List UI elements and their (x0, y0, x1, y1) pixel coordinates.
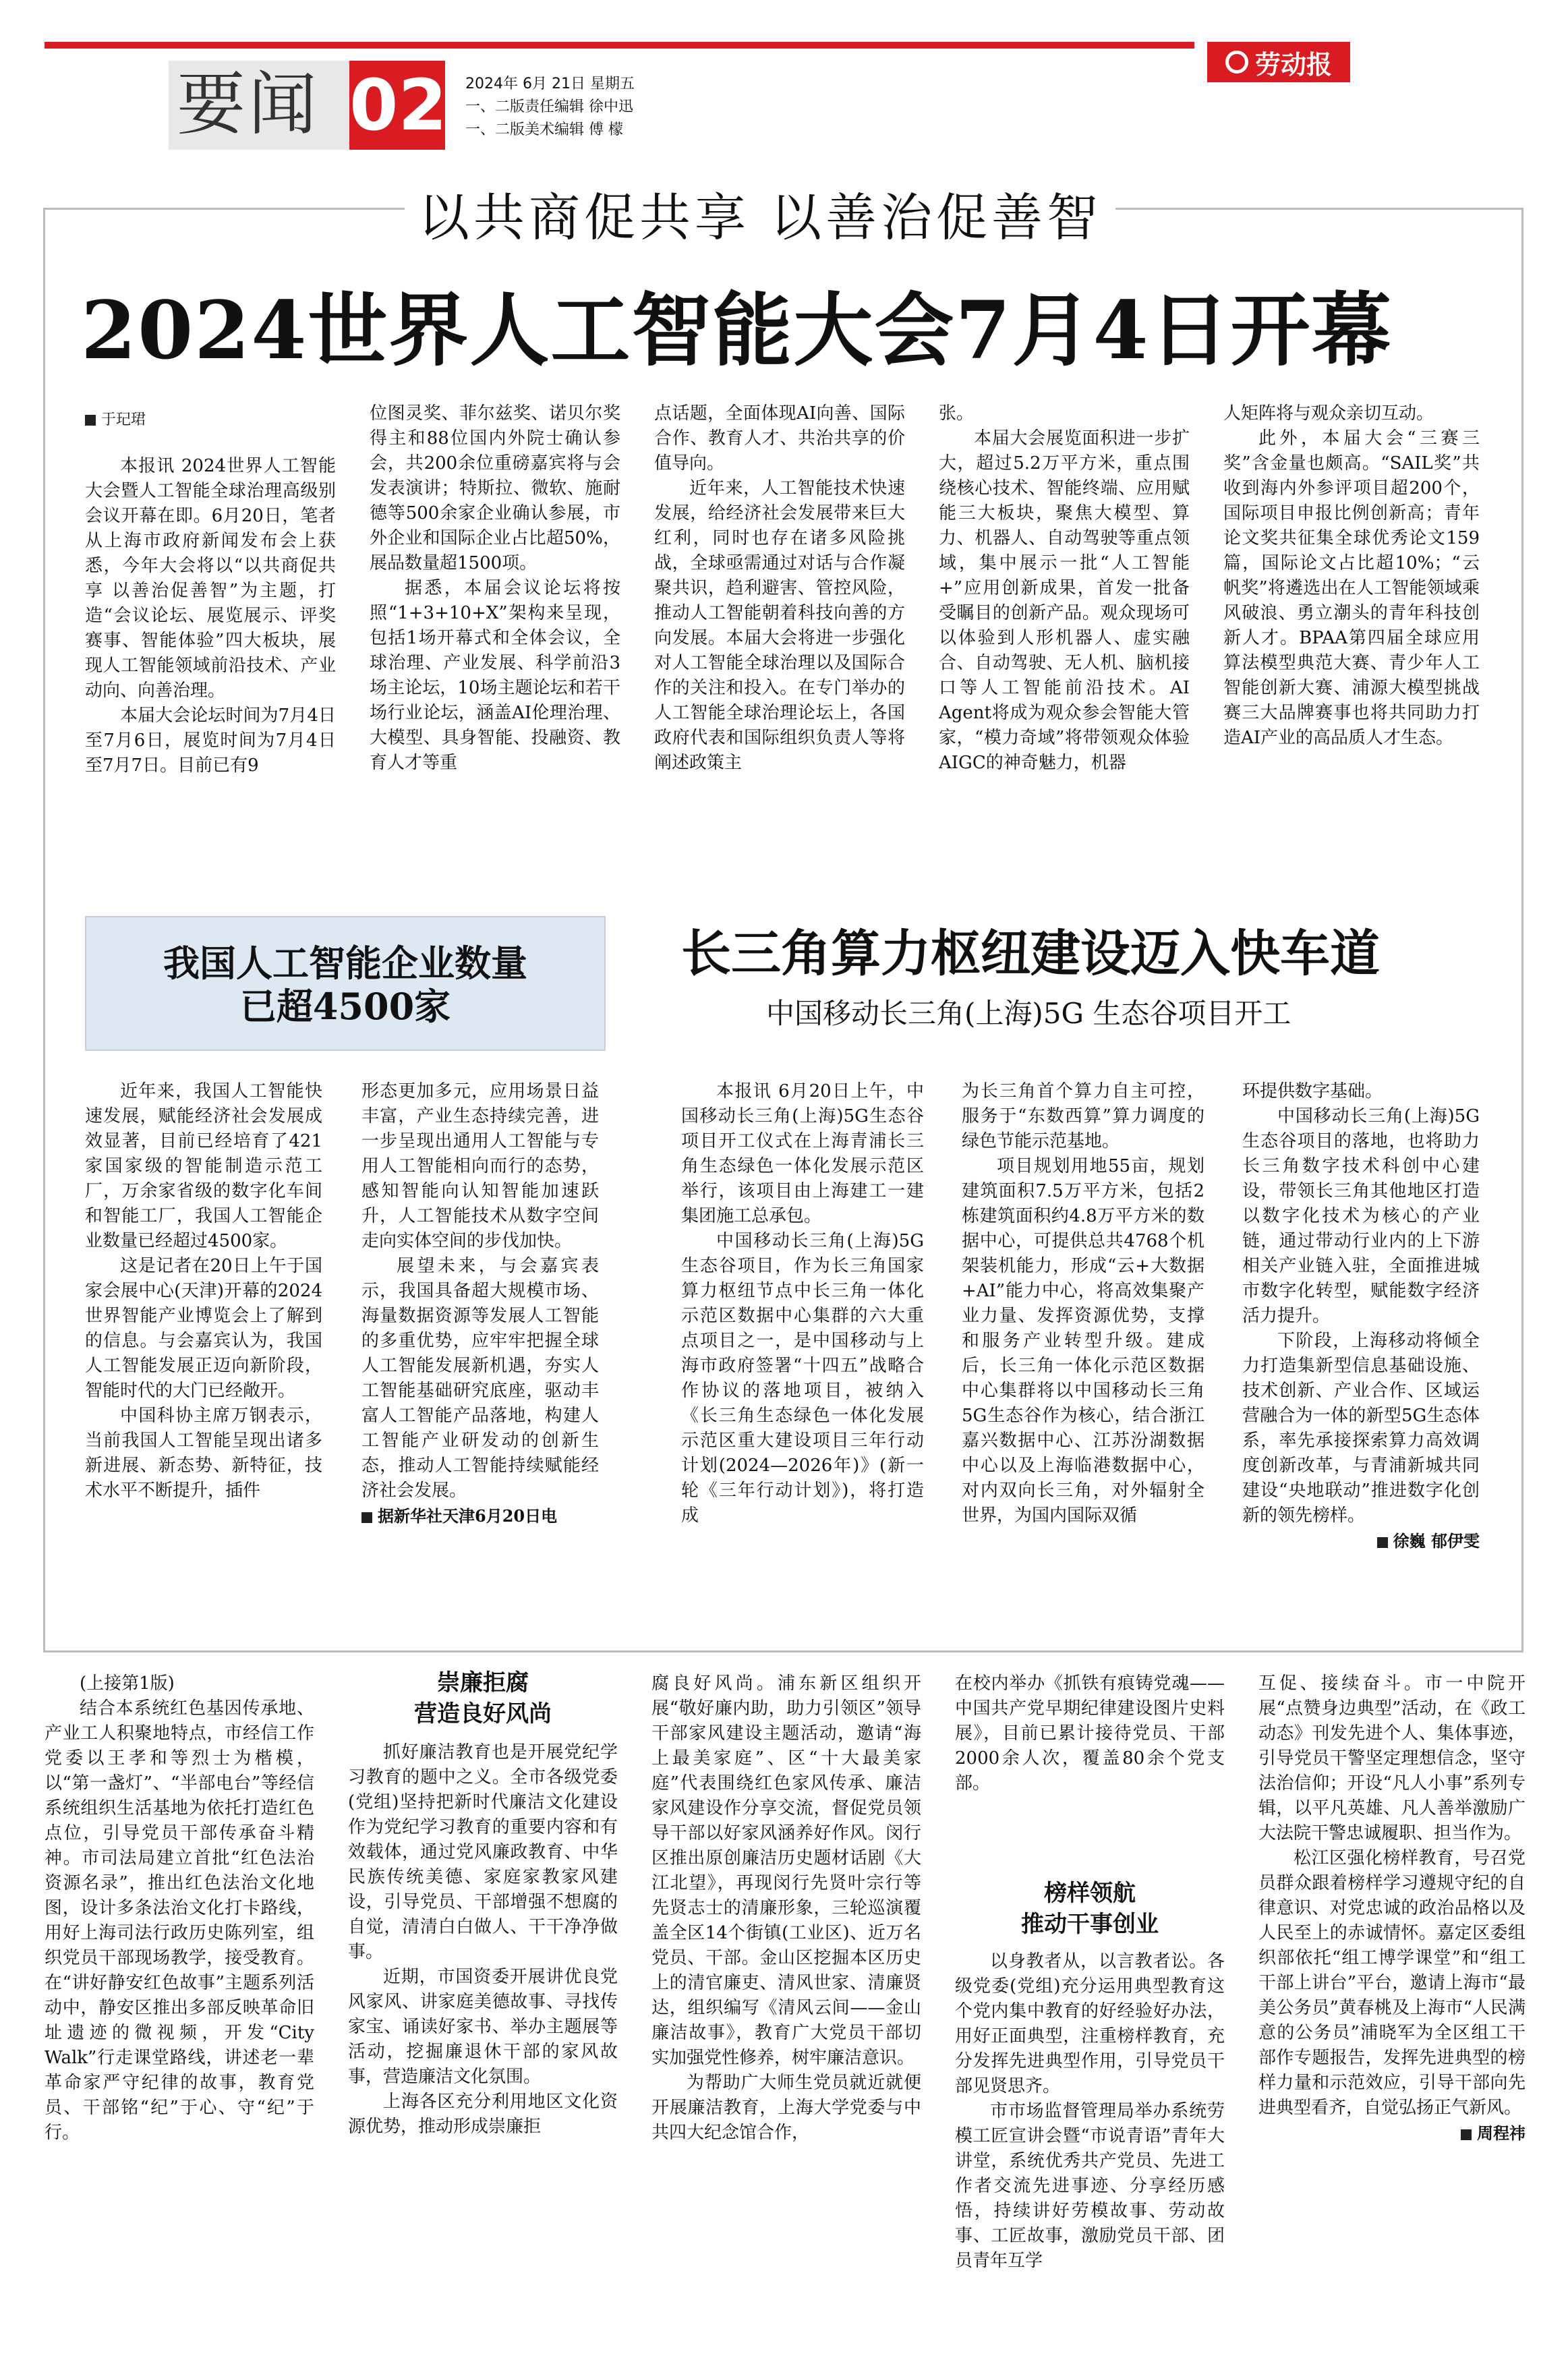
continued-label: (上接第1版) (80, 1673, 175, 1694)
story3-col1-p2: 中国移动长三角(上海)5G生态谷项目，作为长三角国家算力枢纽节点中长三角一体化示范区数据中心集群的六大重点项目之一，是中国移动与上海市政府签署“十四五”战略合作协议的落地项目，被纳入《长三角生态绿色一体化发展示范区重大建设项目三年行动计划(2024—2026年)》(新一轮《三年行动计划》)，将打造成 (681, 1231, 924, 1526)
page-number: 02 (349, 61, 445, 150)
lower-col5-p2: 松江区强化榜样教育，号召党员群众跟着榜样学习遵规守纪的自律意识、对党忠诚的政治品格以及人民至上的赤诚情怀。嘉定区委组织部依托“组工博学课堂”和“组工干部上讲台”平台，邀请上海市“最美公务员”黄春桃及上海市“人民满意的公务员”浦晓军为全区组工干部作专题报告，发挥先进典型的榜样力量和示范效应，引导干部向先进典型看齐，自觉弘扬正气新风。 (1258, 1848, 1526, 2118)
lower-col2-p1: 抓好廉洁教育也是开展党纪学习教育的题中之义。全市各级党委(党组)坚持把新时代廉洁文化建设作为党纪学习教育的重要内容和有效载体，通过党风廉政教育、中华民族传统美德、家庭家教家风建设，引导党员、干部增强不想腐的自觉，清清白白做人、干干净净做事。 (348, 1742, 618, 1962)
subheading-2-line1: 榜样领航 (1044, 1880, 1136, 1907)
lower-col-4b (955, 1949, 1225, 2274)
story2-col1-p3: 中国科协主席万钢表示，当前我国人工智能呈现出诸多新进展、新态势、新特征，技术水平不断提升，插件 (85, 1406, 322, 1501)
story2-col2-p2: 展望未来，与会嘉宾表示，我国具备超大规模市场、海量数据资源等发展人工智能的多重优势，应牢牢把握全球人工智能发展新机遇，夯实人工智能基础研究底座，驱动丰富人工智能产品落地，构建人工智能产业研发动的创新生态，推动人工智能持续赋能经济社会发展。 (361, 1256, 599, 1501)
story3-col1-p1: 本报讯 6月20日上午，中国移动长三角(上海)5G生态谷项目开工仪式在上海青浦长三角生态绿色一体化发展示范区举行，该项目由上海建工一建集团施工总承包。 (681, 1081, 924, 1226)
story2-col-2 (361, 1079, 599, 1528)
story3-col3-p3: 下阶段，上海移动将倾全力打造集新型信息基础设施、技术创新、产业合作、区域运营融合为一体的新型5G生态体系，率先承接探索算力高效调度创新改革，与青浦新城共同建设“央地联动”推进数字化创新的领先榜样。 (1242, 1331, 1480, 1526)
story2-title-box (85, 916, 606, 1051)
story2-col1-p1: 近年来，我国人工智能快速发展，赋能经济社会发展成效显著，目前已经培育了421家国家级的智能制造示范工厂，万余家省级的数字化车间和智能工厂，我国人工智能企业数量已经超过4500家。 (85, 1081, 322, 1251)
lower-byline: 周程祎 (1258, 2121, 1526, 2146)
lead-col4-p2: 本届大会展览面积进一步扩大，超过5.2万平方米，重点围绕核心技术、智能终端、应用赋能三大板块，聚焦大模型、算力、机器人、自动驾驶等重点领域，集中展示一批“人工智能+”应用创新成果，首发一批备受瞩目的创新产品。观众现场可以体验到人形机器人、虚实融合、自动驾驶、无人机、脑机接口等人工智能前沿技术。AI Agent将成为观众参会智能大管家，“模力奇域”将带领观众体验AIGC的神奇魅力，机器 (939, 428, 1190, 773)
lower-col2-p2: 近期，市国资委开展讲优良党风家风、讲家庭美德故事、寻找传家宝、诵读好家书、举办主题展等活动，挖掘廉退休干部的家风故事，营造廉洁文化氛围。 (348, 1967, 618, 2087)
logo-text: 劳动报 (1254, 49, 1332, 80)
subheading-1 (348, 1667, 618, 1729)
lead-col5-p1: 人矩阵将与观众亲切互动。 (1223, 403, 1434, 424)
story3-col3-p2: 中国移动长三角(上海)5G生态谷项目的落地，也将助力长三角数字技术科创中心建设，带领长三角其他地区打造以数字化技术为核心的产业链，通过带动行业内的上下游相关产业链入驻，全面推进城市数字化转型，赋能数字经济活力提升。 (1242, 1106, 1480, 1326)
story2-col2-p1: 形态更加多元，应用场景日益丰富，产业生态持续完善，进一步呈现出通用人工智能与专用人工智能相向而行的态势，感知智能向认知智能加速跃升，人工智能技术从数字空间走向实体空间的步伐加快。 (361, 1081, 599, 1251)
story3-col2-p1: 为长三角首个算力自主可控，服务于“东数西算”算力调度的绿色节能示范基地。 (962, 1081, 1204, 1151)
lower-col-5 (1258, 1671, 1526, 2146)
lower-col-4 (955, 1671, 1225, 1796)
lead-headline: 2024世界人工智能大会7月4日开幕 (81, 283, 1393, 377)
lead-col-5 (1223, 401, 1480, 751)
lower-col1-p1: 结合本系统红色基因传承地、产业工人积聚地特点，市经信工作党委以王孝和等烈士为楷模，以“第一盏灯”、“半部电台”等经信系统组织生活基地为依托打造红色点位，引导党员干部传承奋斗精神。市司法局建立首批“红色法治资源名录”，推出红色法治文化地图，设计多条法治文化打卡路线，用好上海司法行政历史陈列室，组织党员干部现场教学，接受教育。在“讲好静安红色故事”主题系列活动中，静安区推出多部反映革命旧址遗迹的微视频，开发“City Walk”行走课堂路线，讲述老一辈革命家严守纪律的故事，教育党员、干部铭“纪”于心、守“纪”于行。 (45, 1698, 314, 2143)
subheading-2 (955, 1878, 1225, 1940)
lower-col5-p1: 互促、接续奋斗。市一中院开展“点赞身边典型”活动，在《政工动态》刊发先进个人、集体事迹，引导党员干警坚定理想信念，坚守法治信仰；开设“凡人小事”系列专辑，以平凡英雄、凡人善举激励广大法院干警忠诚履职、担当作为。 (1258, 1673, 1526, 1843)
story3-headline: 长三角算力枢纽建设迈入快车道 (681, 925, 1380, 983)
story2-col-1 (85, 1079, 322, 1503)
header-meta (465, 73, 635, 142)
lead-col-2 (370, 401, 620, 776)
lead-col-1 (85, 407, 336, 778)
lead-col4-p1: 张。 (939, 403, 975, 424)
lead-col2-p2: 据悉，本届会议论坛将按照“1+3+10+X”架构来呈现，包括1场开幕式和全体会议，全球治理、产业发展、科学前沿3场主论坛，10场主题论坛和若干场行业论坛，涵盖AI伦理治理、大模型、具身智能、投融资、教育人才等重 (370, 578, 620, 773)
story3-col-2 (962, 1079, 1204, 1528)
lower-col3-p2: 为帮助广大师生党员就近就便开展廉洁教育，上海大学党委与中共四大纪念馆合作， (651, 2073, 921, 2143)
story2-source: 据新华社天津6月20日电 (361, 1503, 599, 1528)
subheading-2-line2: 推动干事创业 (1021, 1911, 1159, 1938)
lead-col3-p2: 近年来，人工智能技术快速发展，给经济社会发展带来巨大红利，同时也存在诸多风险挑战，全球亟需通过对话与合作凝聚共识，趋利避害、管控风险，推动人工智能朝着科技向善的方向发展。本届大会将进一步强化对人工智能全球治理以及国际合作的关注和投入。在专门举办的人工智能全球治理论坛上，各国政府代表和国际组织负责人等将阐述政策主 (654, 478, 905, 773)
editor-line-2: 一、二版美术编辑 傅 檬 (465, 121, 623, 138)
lead-col1-p2: 本届大会论坛时间为7月4日至7月6日，展览时间为7月4日至7月7日。目前已有9 (85, 706, 336, 776)
lower-col-3 (651, 1671, 921, 2146)
lead-col-3 (654, 401, 905, 776)
lead-col5-p2: 此外，本届大会“三赛三奖”含金量也颇高。“SAIL奖”共收到海内外参评项目超200个，国际项目申报比例创新高；青年论文奖共征集全球优秀论文159篇，国际论文占比超10%；“云帆奖”将遴选出在人工智能领域乘风破浪、勇立潮头的青年科技创新人才。BPAA第四届全球应用算法模型典范大赛、青少年人工智能创新大赛、浦源大模型挑战赛三大品牌赛事也将共同助力打造AI产业的高品质人才生态。 (1223, 428, 1480, 748)
section-name: 要闻 (177, 65, 320, 145)
story3-col3-p1: 环提供数字基础。 (1242, 1081, 1383, 1101)
subheading-1-line2: 营造良好风尚 (414, 1700, 552, 1727)
subheading-1-line1: 崇廉拒腐 (437, 1669, 529, 1696)
issue-date: 2024年 6月 21日 星期五 (465, 76, 635, 92)
lead-subhead: 以共商促共享 以善治促善智 (405, 177, 1115, 250)
lead-col1-p1: 本报讯 2024世界人工智能大会暨人工智能全球治理高级别会议开幕在即。6月20日，笔者从上海市政府新闻发布会上获悉，今年大会将以“以共商促共享 以善治促善智”为主题，打造“会议论坛、展览展示、评奖赛事、智能体验”四大板块，展现人工智能领域前沿技术、产业动向、向善治理。 (85, 456, 336, 701)
lower-col2-p3: 上海各区充分利用地区文化资源优势，推动形成崇廉拒 (348, 2092, 618, 2137)
logo-mark-icon (1225, 51, 1248, 74)
lower-col4b-p2: 市市场监督管理局举办系统劳模工匠宣讲会暨“市说青语”青年大讲堂，系统优秀共产党员、先进工作者交流先进事迹、分享经历感悟，持续讲好劳模故事、劳动故事、工匠故事，激励党员干部、团员青年互学 (955, 2101, 1225, 2271)
lead-col3-p1: 点话题，全面体现AI向善、国际合作、教育人才、共治共享的价值导向。 (654, 403, 905, 473)
story3-col-1 (681, 1079, 924, 1528)
lead-col-4 (939, 401, 1190, 776)
byline-square-icon (85, 415, 96, 426)
lower-col-1 (45, 1671, 314, 2146)
editor-line-1: 一、二版责任编辑 徐中迅 (465, 98, 633, 115)
header-top-rule (45, 42, 1194, 49)
story3-col-3 (1242, 1079, 1480, 1553)
story2-title-line1: 我国人工智能企业数量 (163, 942, 527, 985)
source-square-icon (361, 1512, 372, 1523)
lower-col-2 (348, 1740, 618, 2139)
lead-byline: 于玘珺 (85, 407, 336, 432)
lower-col4b-p1: 以身教者从，以言教者讼。各级党委(党组)充分运用典型教育这个党内集中教育的好经验好办法，用好正面典型，注重榜样教育，充分发挥先进典型作用，引导党员干部见贤思齐。 (955, 1951, 1225, 2096)
newspaper-logo (1207, 42, 1350, 82)
story2-col1-p2: 这是记者在20日上午于国家会展中心(天津)开幕的2024世界智能产业博览会上了解到的信息。与会嘉宾认为，我国人工智能发展正迈向新阶段，智能时代的大门已经敞开。 (85, 1256, 322, 1401)
story3-subhead: 中国移动长三角(上海)5G 生态谷项目开工 (766, 997, 1291, 1030)
lower-col3-p1: 腐良好风尚。浦东新区组织开展“敬好廉内助，助力引领区”领导干部家风建设主题活动，邀请“海上最美家庭”、区“十大最美家庭”代表围绕红色家风传承、廉洁家风建设作分享交流，督促党员领导干部以好家风涵养好作风。闵行区推出原创廉洁历史题材话剧《大江北望》，再现闵行先贤叶宗行等先贤志士的清廉形象，三轮巡演覆盖全区14个街镇(工业区)、近万名党员、干部。金山区挖掘本区历史上的清官廉吏、清风世家、清廉贤达，组织编写《清风云间——金山廉洁故事》，教育广大党员干部切实加强党性修养，树牢廉洁意识。 (651, 1673, 921, 2068)
story3-col2-p2: 项目规划用地55亩，规划建筑面积7.5万平方米，包括2栋建筑面积约4.8万平方米的数据中心，可提供总共4768个机架装机能力，形成“云+大数据+AI”能力中心，将高效集聚产业力量、发挥资源优势，支撑和服务产业转型升级。建成后，长三角一体化示范区数据中心集群将以中国移动长三角5G生态谷作为核心，结合浙江嘉兴数据中心、江苏汾湖数据中心以及上海临港数据中心，对内双向长三角，对外辐射全世界，为国内国际双循 (962, 1156, 1204, 1526)
byline-square-icon-2 (1377, 1537, 1388, 1548)
story2-title-line2: 已超4500家 (239, 985, 451, 1028)
lower-col4a-p1: 在校内举办《抓铁有痕铸党魂——中国共产党早期纪律建设图片史料展》，目前已累计接待党员、干部2000余人次，覆盖80余个党支部。 (955, 1673, 1225, 1793)
byline-square-icon-3 (1461, 2129, 1472, 2140)
story3-byline: 徐巍 郁伊雯 (1242, 1528, 1480, 1553)
lead-col2-p1: 位图灵奖、菲尔兹奖、诺贝尔奖得主和88位国内外院士确认参会，共200余位重磅嘉宾将与会发表演讲；特斯拉、微软、施耐德等500余家企业确认参展，市外企业和国际企业占比超50%，展品数量超1500项。 (370, 403, 620, 573)
